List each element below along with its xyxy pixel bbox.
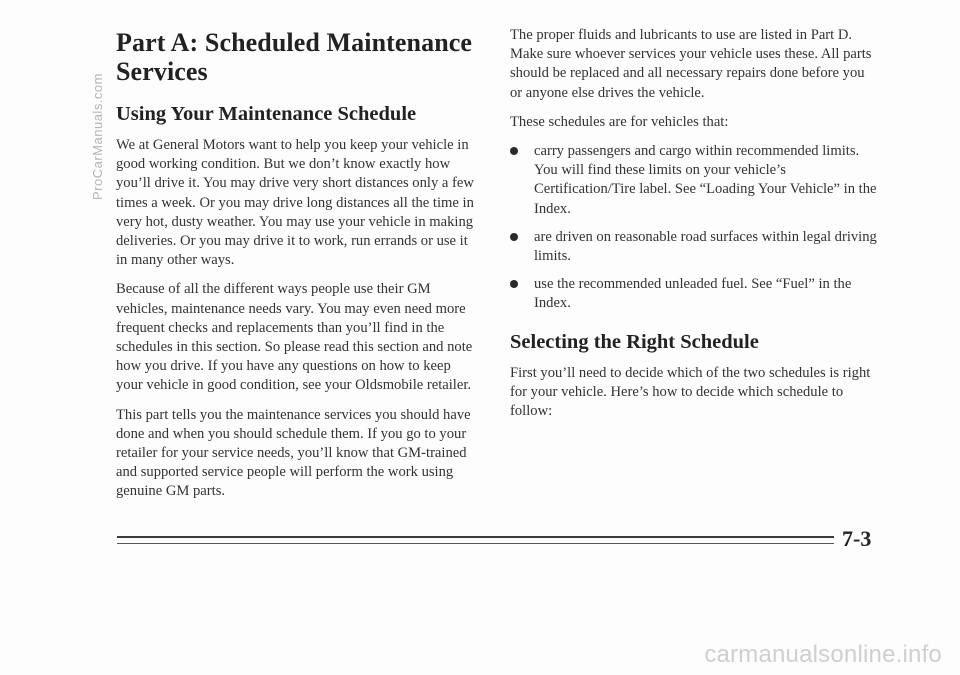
footer-rule-thick xyxy=(117,536,834,538)
section-title-maintenance-schedule: Using Your Maintenance Schedule xyxy=(116,103,417,125)
list-item xyxy=(510,275,878,313)
list-item-text: carry passengers and cargo within recommended limits. You will find these limits on your vehicle’s Certification/Tire label. See “Loading Your Vehicle” in the Index. xyxy=(534,143,877,217)
vehicle-criteria-list xyxy=(510,142,878,314)
paragraph-maintenance-needs: Because of all the different ways people use their GM vehicles, maintenance needs vary. You may even need more frequent checks and replacements than you’ll find in the schedules in this section. So please read this section and note how you drive. If you have any questions on how to keep your vehicle in good condition, see your Oldsmobile retailer. xyxy=(116,281,473,394)
paragraph-schedules-for: These schedules are for vehicles that: xyxy=(510,113,729,130)
side-watermark: ProCarManuals.com xyxy=(90,73,105,200)
page-number: 7-3 xyxy=(842,526,872,551)
list-item-text: are driven on reasonable road surfaces within legal driving limits. xyxy=(534,228,877,265)
footer-rule-thin xyxy=(117,543,834,544)
paragraph-services: This part tells you the maintenance services you should have done and when you should schedule them. If you go to your retailer for your service needs, you’ll know that GM-trained and supported service people will perform the work using genuine GM parts. xyxy=(116,406,471,500)
part-title: Part A: Scheduled Maintenance Services xyxy=(116,28,473,86)
paragraph-decide-schedule: First you’ll need to decide which of the two schedules is right for your vehicle. Here’s how to decide which schedule to follow: xyxy=(510,364,871,420)
left-column xyxy=(116,28,480,512)
list-item xyxy=(510,142,878,219)
paragraph-intro: We at General Motors want to help you keep your vehicle in good working condition. But we don’t know exactly how you’ll drive it. You may drive very short distances only a few times a week. Or you may drive long distances all the time in very hot, dusty weather. You may use your vehicle in making deliveries. Or you may drive it to work, run errands or use it in many other ways. xyxy=(116,137,474,269)
bullet-icon xyxy=(510,233,518,241)
list-item-text: use the recommended unleaded fuel. See “Fuel” in the Index. xyxy=(534,276,852,312)
right-column xyxy=(510,26,878,431)
paragraph-fluids: The proper fluids and lubricants to use are listed in Part D. Make sure whoever services your vehicle uses these. All parts should be replaced and all necessary repairs done before you or anyone else drives the vehicle. xyxy=(510,27,872,101)
bullet-icon xyxy=(510,280,518,288)
list-item xyxy=(510,228,878,266)
bottom-watermark: carmanualsonline.info xyxy=(704,641,942,668)
section-title-selecting-schedule: Selecting the Right Schedule xyxy=(510,330,759,353)
bullet-icon xyxy=(510,147,518,155)
